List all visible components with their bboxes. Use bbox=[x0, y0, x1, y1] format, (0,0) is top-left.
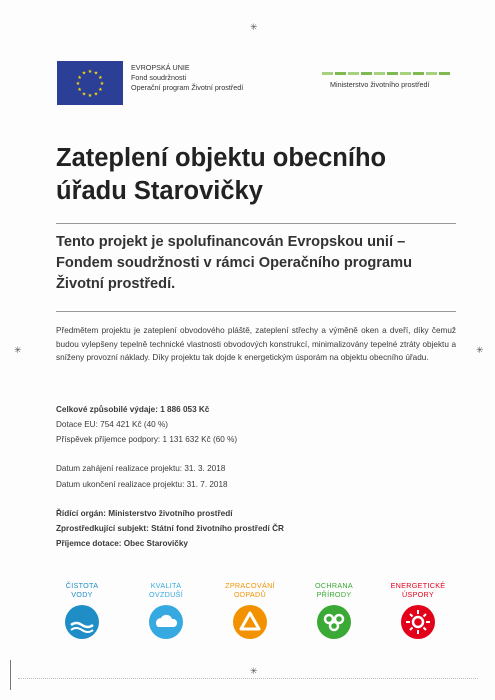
icon-label-water: ČISTOTA VODY bbox=[65, 581, 99, 599]
registration-mark-bottom: ✳ bbox=[250, 666, 258, 676]
icon-label-energy: ENERGETICKÉ ÚSPORY bbox=[390, 581, 446, 599]
icon-nature-protection bbox=[304, 581, 364, 639]
end-date: Datum ukončení realizace projektu: 31. 7. 2018 bbox=[56, 480, 228, 489]
eu-line-3: Operační program Životní prostředí bbox=[131, 83, 244, 92]
icon-waste-processing bbox=[220, 581, 280, 639]
subtitle-line-2: Fondem soudržnosti v rámci Operačního programu bbox=[56, 255, 412, 271]
svg-text:★: ★ bbox=[81, 91, 87, 98]
divider-top bbox=[56, 223, 456, 224]
svg-text:★: ★ bbox=[93, 70, 99, 77]
page-title bbox=[56, 142, 456, 208]
subtitle-line-3: Životní prostředí. bbox=[56, 276, 176, 292]
eu-flag-logo bbox=[57, 61, 123, 105]
water-icon bbox=[65, 605, 99, 639]
governing-body: Řídící orgán: Ministerstvo životního prostředí bbox=[56, 509, 233, 518]
title-line-2: úřadu Starovičky bbox=[56, 177, 263, 205]
eu-fund-text bbox=[131, 63, 243, 93]
intermediate-body: Zprostředkující subjekt: Státní fond životního prostředí ČR bbox=[56, 524, 284, 533]
svg-text:★: ★ bbox=[77, 75, 82, 81]
subtitle bbox=[56, 232, 466, 295]
subtitle-line-1: Tento projekt je spolufinancován Evropskou unií – bbox=[56, 234, 406, 250]
svg-text:★: ★ bbox=[75, 81, 81, 87]
cloud-icon bbox=[149, 605, 183, 639]
icon-label-nature: OCHRANA PŘÍRODY bbox=[314, 581, 354, 599]
grant-recipient: Příjemce dotace: Obec Starovičky bbox=[56, 539, 188, 548]
svg-text:★: ★ bbox=[99, 81, 105, 87]
registration-mark-top: ✳ bbox=[250, 22, 258, 32]
svg-text:★: ★ bbox=[77, 87, 82, 93]
icon-air-quality bbox=[136, 581, 196, 639]
svg-text:★: ★ bbox=[87, 69, 93, 75]
start-date: Datum zahájení realizace projektu: 31. 3. 2018 bbox=[56, 464, 226, 473]
svg-text:★: ★ bbox=[98, 75, 103, 81]
total-costs: Celkové způsobilé výdaje: 1 886 053 Kč bbox=[56, 405, 210, 414]
icon-label-air: KVALITA OVZDUŠÍ bbox=[148, 581, 184, 599]
eu-line-1: EVROPSKÁ UNIE bbox=[131, 63, 190, 72]
crop-mark bbox=[10, 660, 11, 690]
registration-mark-right: ✳ bbox=[476, 345, 484, 355]
ministry-name: Ministerstvo životního prostředí bbox=[330, 80, 430, 89]
icon-label-waste: ZPRACOVÁNÍ ODPADŮ bbox=[225, 581, 275, 599]
svg-text:★: ★ bbox=[87, 93, 93, 99]
svg-text:★: ★ bbox=[98, 87, 103, 93]
icon-water-purity bbox=[52, 581, 112, 639]
sun-icon bbox=[401, 605, 435, 639]
title-line-1: Zateplení objektu obecního bbox=[56, 144, 387, 172]
registration-mark-left: ✳ bbox=[14, 345, 22, 355]
eu-subsidy: Dotace EU: 754 421 Kč (40 %) bbox=[56, 420, 168, 429]
icon-energy-savings bbox=[388, 581, 448, 639]
recycle-icon bbox=[233, 605, 267, 639]
project-description: Předmětem projektu je zateplení obvodového pláště, zateplení střechy a výměně oken a dveří, díky čemuž budou vylepšeny tepelně technické vlastnosti obvodových konstrukcí, minimalizovány tepelné ztráty objektu a sníženy provozní náklady. Díky projektu tak dojde k energetickým úsporám na objektu obecního úřadu. bbox=[56, 326, 456, 362]
recipient-contribution: Příspěvek příjemce podpory: 1 131 632 Kč (60 %) bbox=[56, 435, 238, 444]
footer-line bbox=[18, 678, 478, 680]
svg-text:★: ★ bbox=[81, 70, 87, 77]
ministry-stripes bbox=[322, 72, 450, 75]
divider-bottom bbox=[56, 311, 456, 312]
ministry-logo bbox=[322, 72, 450, 89]
tree-icon bbox=[317, 605, 351, 639]
eu-line-2: Fond soudržnosti bbox=[131, 73, 187, 82]
svg-text:★: ★ bbox=[93, 91, 99, 98]
